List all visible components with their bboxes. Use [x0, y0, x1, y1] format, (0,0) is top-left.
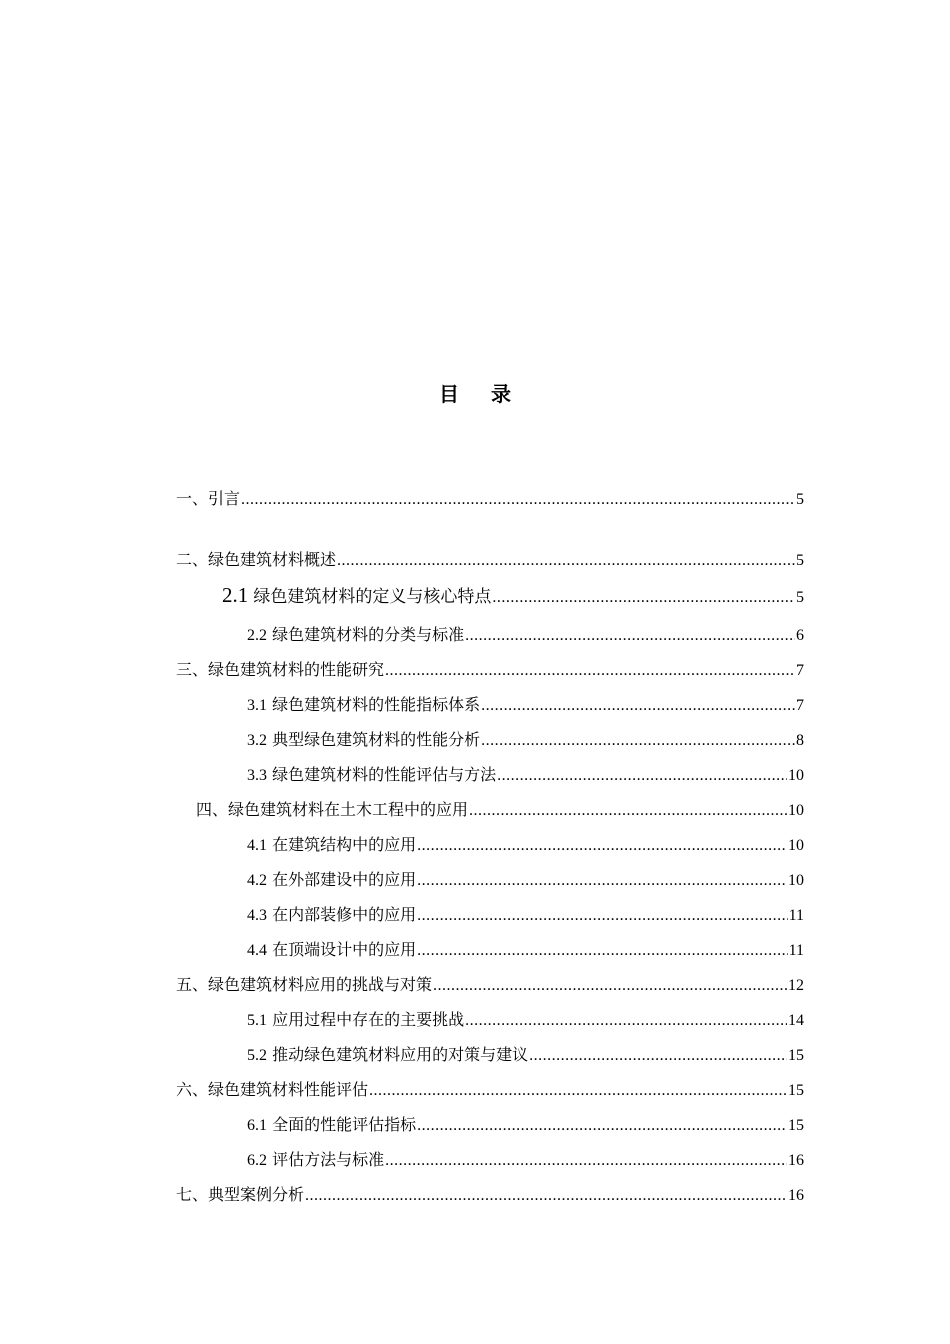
toc-entry[interactable] [176, 547, 804, 570]
toc-entry[interactable] [196, 797, 804, 820]
toc-entry-text: 在顶端设计中的应用 [272, 940, 417, 959]
toc-entry-text: 推动绿色建筑材料应用的对策与建议 [272, 1045, 529, 1064]
toc-entry-page: 15 [788, 1047, 804, 1064]
toc-entry-text: 应用过程中存在的主要挑战 [272, 1010, 465, 1029]
toc-entry-number: 2.2 [247, 627, 267, 644]
toc-entry-number: 3.3 [247, 767, 267, 784]
toc-entry-page: 8 [796, 732, 804, 749]
toc-entry-text: 绿色建筑材料的分类与标准 [272, 625, 465, 644]
toc-entry[interactable] [222, 582, 804, 608]
toc-entry-number: 4.1 [247, 837, 267, 854]
dot-leader [529, 1047, 787, 1065]
toc-entry[interactable] [247, 622, 804, 645]
toc-entry-number: 二、 [176, 550, 209, 569]
toc-entry[interactable] [176, 486, 804, 509]
toc-entry[interactable] [247, 727, 804, 750]
toc-entry-text: 引言 [208, 489, 241, 508]
toc-entry-text: 全面的性能评估指标 [272, 1115, 417, 1134]
toc-entry-number: 6.1 [247, 1117, 267, 1134]
dot-leader [417, 837, 787, 855]
dot-leader [417, 1117, 787, 1135]
toc-entry-page: 16 [788, 1152, 804, 1169]
toc-entry[interactable] [247, 867, 804, 890]
toc-entry-number: 三、 [176, 660, 209, 679]
toc-entry[interactable] [247, 1112, 804, 1135]
dot-leader [497, 767, 787, 785]
toc-entry-page: 12 [788, 977, 804, 994]
toc-entry-text: 评估方法与标准 [272, 1150, 385, 1169]
toc-entry-text: 绿色建筑材料的性能研究 [208, 660, 385, 679]
toc-entry-page: 5 [796, 589, 804, 606]
dot-leader [305, 1187, 787, 1205]
toc-entry-number: 一、 [176, 489, 209, 508]
toc-entry-text: 绿色建筑材料在土木工程中的应用 [228, 800, 469, 819]
toc-entry-number: 2.1 [222, 583, 249, 607]
toc-entry[interactable] [247, 1147, 804, 1170]
toc-entry-text: 在内部装修中的应用 [272, 905, 417, 924]
toc-entry[interactable] [247, 937, 804, 960]
toc-entry-text: 绿色建筑材料的定义与核心特点 [253, 587, 492, 607]
toc-entry-number: 6.2 [247, 1152, 267, 1169]
toc-entry-number: 四、 [196, 800, 229, 819]
toc-entry-page: 15 [788, 1082, 804, 1099]
toc-entry-text: 在建筑结构中的应用 [272, 835, 417, 854]
dot-leader [337, 552, 795, 570]
toc-entry-page: 7 [796, 662, 804, 679]
toc-entry-number: 4.2 [247, 872, 267, 889]
dot-leader [385, 1152, 787, 1170]
toc-entry-number: 4.4 [247, 942, 267, 959]
toc-entry-page: 10 [788, 837, 804, 854]
toc-entry-page: 6 [796, 627, 804, 644]
toc-entry-number: 4.3 [247, 907, 267, 924]
toc-entry-text: 典型案例分析 [208, 1185, 305, 1204]
toc-entry-number: 3.2 [247, 732, 267, 749]
toc-entry[interactable] [176, 657, 804, 680]
toc-entry[interactable] [247, 692, 804, 715]
toc-entry[interactable] [247, 1042, 804, 1065]
toc-entry-text: 绿色建筑材料应用的挑战与对策 [208, 975, 433, 994]
dot-leader [241, 491, 795, 509]
dot-leader [417, 942, 787, 960]
dot-leader [481, 732, 795, 750]
toc-entry-page: 5 [796, 552, 804, 569]
toc-entry-page: 10 [788, 802, 804, 819]
toc-entry-number: 五、 [176, 975, 209, 994]
toc-entry-page: 11 [788, 907, 804, 924]
toc-entry-number: 5.2 [247, 1047, 267, 1064]
dot-leader [469, 802, 787, 820]
toc-entry-page: 14 [788, 1012, 804, 1029]
toc-entry-number: 3.1 [247, 697, 267, 714]
toc-entry-text: 典型绿色建筑材料的性能分析 [272, 730, 481, 749]
dot-leader [369, 1082, 787, 1100]
toc-entry-text: 在外部建设中的应用 [272, 870, 417, 889]
dot-leader [465, 627, 795, 645]
toc-entry-text: 绿色建筑材料概述 [208, 550, 337, 569]
dot-leader [465, 1012, 787, 1030]
toc-entry-number: 5.1 [247, 1012, 267, 1029]
toc-title: 目录 [439, 382, 543, 406]
toc-entry-page: 10 [788, 767, 804, 784]
toc-entry[interactable] [247, 762, 804, 785]
toc-entry[interactable] [247, 1007, 804, 1030]
toc-entry[interactable] [247, 832, 804, 855]
toc-entry-text: 绿色建筑材料的性能指标体系 [272, 695, 481, 714]
toc-entry-page: 16 [788, 1187, 804, 1204]
toc-entry-number: 六、 [176, 1080, 209, 1099]
dot-leader [417, 872, 787, 890]
dot-leader [417, 907, 787, 925]
dot-leader [481, 697, 795, 715]
toc-entry-page: 10 [788, 872, 804, 889]
toc-entry[interactable] [176, 1182, 804, 1205]
toc-entry-page: 5 [796, 491, 804, 508]
toc-entry-text: 绿色建筑材料的性能评估与方法 [272, 765, 497, 784]
toc-entry-page: 15 [788, 1117, 804, 1134]
toc-entry[interactable] [247, 902, 804, 925]
toc-entry-page: 7 [796, 697, 804, 714]
dot-leader [492, 589, 795, 607]
toc-entry[interactable] [176, 972, 804, 995]
dot-leader [433, 977, 787, 995]
toc-entry-text: 绿色建筑材料性能评估 [208, 1080, 369, 1099]
toc-entry[interactable] [176, 1077, 804, 1100]
dot-leader [385, 662, 795, 680]
toc-entry-number: 七、 [176, 1185, 209, 1204]
toc-entry-page: 11 [788, 942, 804, 959]
